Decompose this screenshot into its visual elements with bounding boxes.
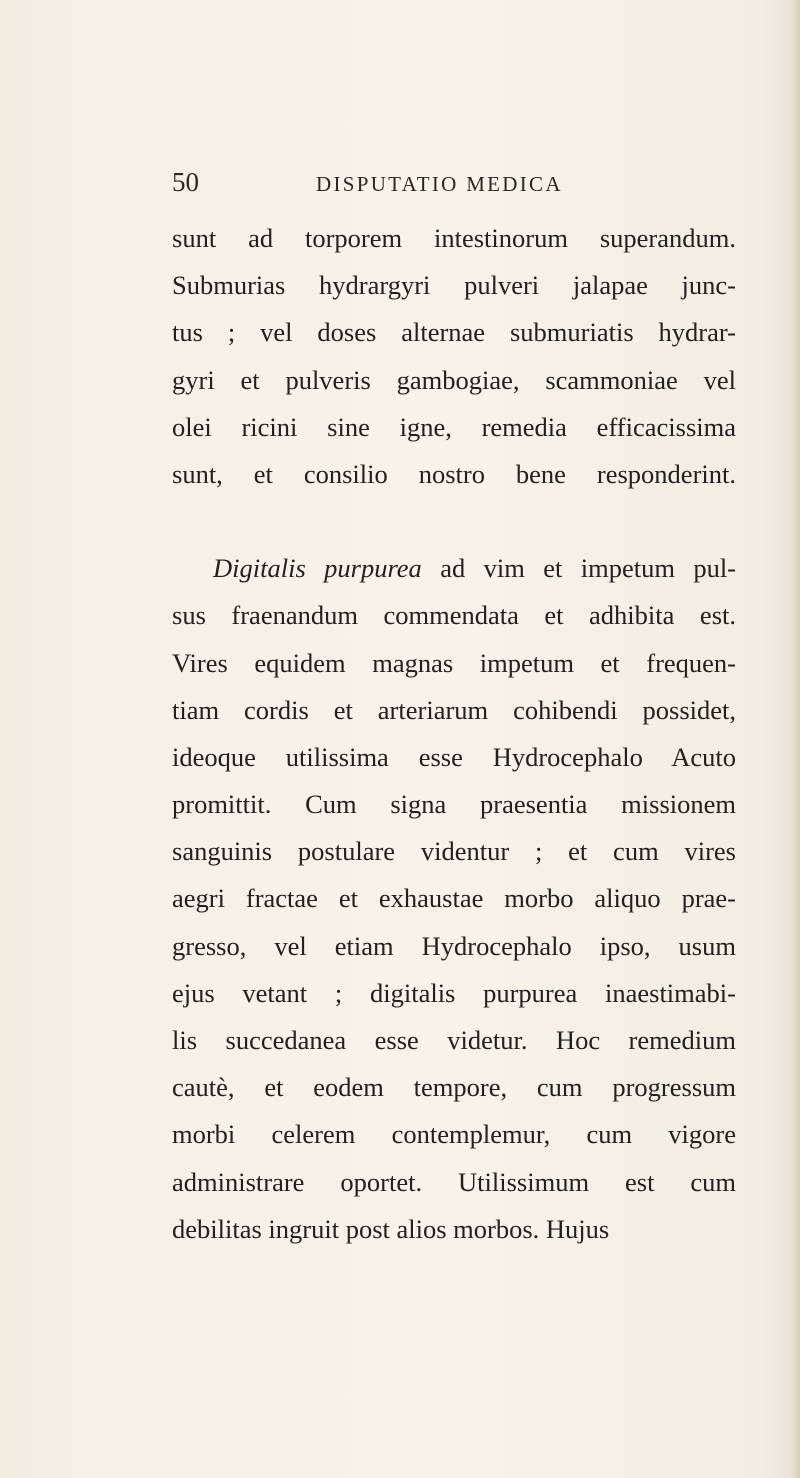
- text-line: morbi celerem contemplemur, cum vigore: [172, 1119, 736, 1150]
- page-edge-shadow: [790, 0, 800, 1478]
- text-line: sunt ad torporem intestinorum superandum.: [172, 223, 736, 253]
- text-line: ideoque utilissima esse Hydrocephalo Acuto: [172, 741, 736, 772]
- text-line: lis succedanea esse videtur. Hoc remedium: [172, 1025, 736, 1055]
- italic-term: Digitalis purpurea: [213, 553, 422, 584]
- page-number: 50: [172, 167, 199, 197]
- text-line: cautè, et eodem tempore, cum progressum: [172, 1072, 736, 1103]
- text-line: administrare oportet. Utilissimum est cum: [172, 1166, 736, 1197]
- paragraph-gap: [172, 498, 736, 545]
- text-line-first-rest: ad vim et impetum pul-: [421, 553, 737, 584]
- text-line: aegri fractae et exhaustae morbo aliquo prae-: [172, 883, 736, 914]
- running-title: DISPUTATIO MEDICA: [316, 172, 563, 196]
- page-header: [172, 162, 592, 202]
- text-line: sanguinis postulare videntur ; et cum vires: [172, 836, 736, 867]
- text-line: sus fraenandum commendata et adhibita est.: [172, 600, 736, 631]
- text-line: tus ; vel doses alternae submuriatis hydrar-: [172, 317, 736, 348]
- paragraph-2: [172, 545, 736, 1253]
- text-line: ejus vetant ; digitalis purpurea inaestimabi-: [172, 977, 736, 1008]
- text-line: gresso, vel etiam Hydrocephalo ipso, usum: [172, 930, 736, 961]
- text-line: Submurias hydrargyri pulveri jalapae junc-: [172, 270, 736, 301]
- paragraph-1: [172, 215, 736, 498]
- body-text: [172, 215, 736, 1253]
- text-line: promittit. Cum signa praesentia missionem: [172, 789, 736, 820]
- text-line: sunt, et consilio nostro bene responderint.: [172, 458, 736, 489]
- text-line: gyri et pulveris gambogiae, scammoniae vel: [172, 364, 736, 395]
- text-line: olei ricini sine igne, remedia efficacissima: [172, 411, 736, 442]
- text-line: debilitas ingruit post alios morbos. Hujus: [172, 1213, 610, 1244]
- text-line-first: [172, 545, 736, 592]
- text-line: Vires equidem magnas impetum et frequen-: [172, 647, 736, 678]
- text-line: tiam cordis et arteriarum cohibendi possidet,: [172, 694, 736, 725]
